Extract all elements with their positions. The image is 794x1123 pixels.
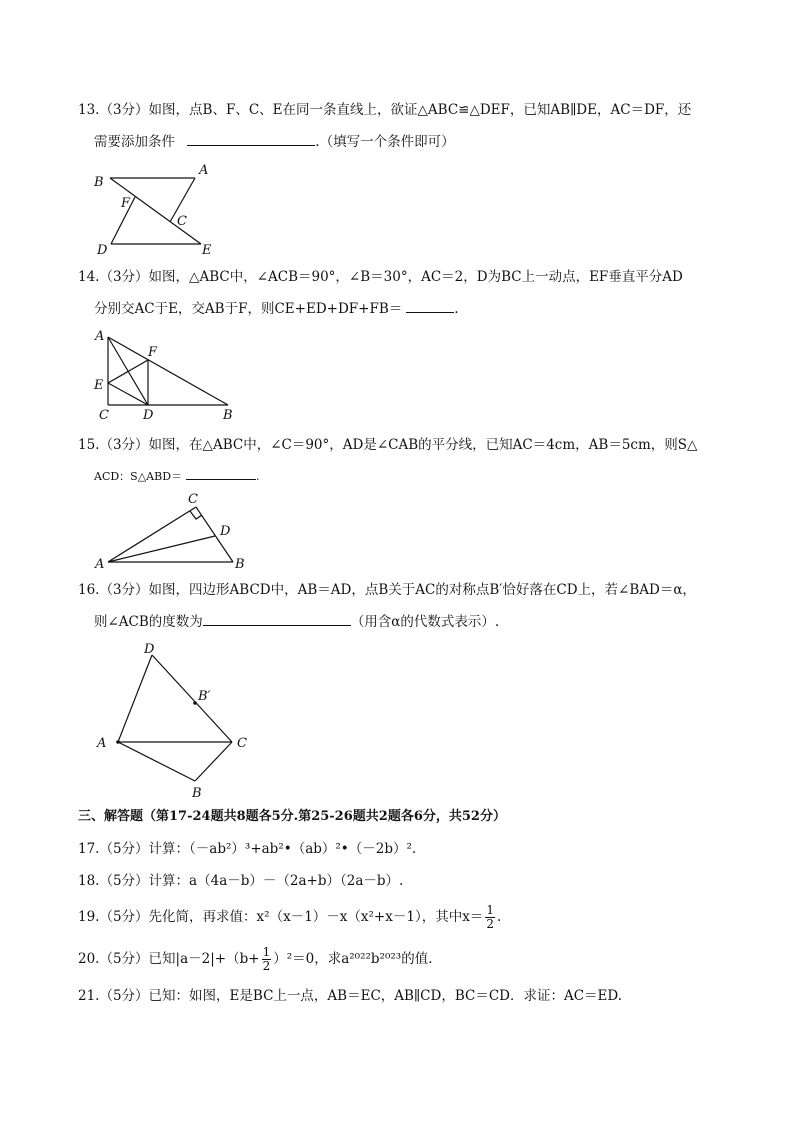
- q13-label-B: B: [94, 175, 104, 190]
- q16-line2-suffix: （用含α的代数式表示）.: [350, 614, 500, 630]
- q19-line: [78, 904, 501, 931]
- q13-label-A: A: [199, 163, 209, 178]
- q14-label-E: E: [94, 378, 104, 393]
- q13-line2-prefix: 需要添加条件: [94, 134, 175, 150]
- q21-text: 21.（5分）已知：如图，E是BC上一点，AB＝EC，AB∥CD，BC＝CD．求证：AC＝ED.: [78, 988, 623, 1004]
- q13-label-D: D: [97, 243, 108, 258]
- q15-line1: 15.（3分）如图，在△ABC中，∠C＝90°，AD是∠CAB的平分线，已知AC＝4cm，AB＝5cm，则S△: [78, 437, 698, 453]
- q20-suffix: ）²＝0，求a²⁰²²b²⁰²³的值.: [273, 951, 433, 967]
- q15-label-D: D: [220, 524, 231, 539]
- q15-label-C: C: [188, 492, 198, 507]
- q15-line2-suffix: .: [256, 470, 260, 483]
- q14-line2-suffix: .: [454, 301, 459, 317]
- q20-fraction: [262, 946, 272, 973]
- q14-label-D: D: [143, 408, 154, 423]
- q13-line2-suffix: .（填写一个条件即可）: [315, 134, 455, 150]
- q19-fraction-den: 2: [486, 917, 494, 931]
- q16-label-C: C: [237, 736, 247, 751]
- q14-label-F: F: [148, 345, 158, 360]
- q13-label-F: F: [121, 196, 131, 211]
- q19-suffix: .: [496, 909, 502, 925]
- q14-label-B: B: [223, 408, 233, 423]
- q16-line1: 16.（3分）如图，四边形ABCD中，AB＝AD，点B关于AC的对称点B′恰好落在CD上，若∠BAD＝α，: [78, 582, 696, 598]
- q20-line: [78, 946, 432, 973]
- q14-line1: 14.（3分）如图，△ABC中，∠ACB＝90°，∠B＝30°，AC＝2，D为BC上一动点，EF垂直平分AD: [78, 269, 683, 285]
- q14-line2-prefix: 分别交AC于E，交AB于F，则CE+ED+DF+FB＝: [94, 301, 403, 317]
- q19-fraction: [485, 904, 495, 931]
- q13-label-C: C: [177, 214, 187, 229]
- q15-label-A: A: [95, 557, 105, 572]
- q19-fraction-num: 1: [486, 903, 494, 917]
- q15-label-B: B: [235, 557, 245, 572]
- q17-text: 17.（5分）计算：（－ab²）³+ab²•（ab）²•（－2b）².: [78, 841, 417, 857]
- q16-label-A: A: [97, 736, 107, 751]
- q16-label-B: B: [192, 786, 202, 801]
- q16-label-Bprime: B′: [198, 689, 211, 704]
- q13-label-E: E: [202, 243, 212, 258]
- q16-line2-prefix: 则∠ACB的度数为: [94, 614, 203, 630]
- q18-text: 18.（5分）计算：a（4a－b）－（2a+b）（2a－b）.: [78, 873, 404, 889]
- q15-line2-prefix: ACD：S△ABD＝: [94, 470, 183, 483]
- q14-label-A: A: [95, 329, 105, 344]
- q20-prefix: 20.（5分）已知|a－2|+（b+: [78, 951, 260, 967]
- section3-heading: 三、解答题（第17-24题共8题各5分.第25-26题共2题各6分，共52分）: [78, 809, 506, 824]
- q20-fraction-den: 2: [262, 959, 271, 973]
- q19-prefix: 19.（5分）先化简，再求值：x²（x－1）－x（x²+x－1），其中x＝: [78, 909, 484, 925]
- q14-label-C: C: [99, 408, 109, 423]
- q16-label-D: D: [144, 642, 155, 657]
- q13-line1: 13.（3分）如图，点B、F、C、E在同一条直线上，欲证△ABC≌△DEF，已知AB∥DE，AC＝DF，还: [78, 102, 692, 118]
- q20-fraction-num: 1: [262, 945, 271, 959]
